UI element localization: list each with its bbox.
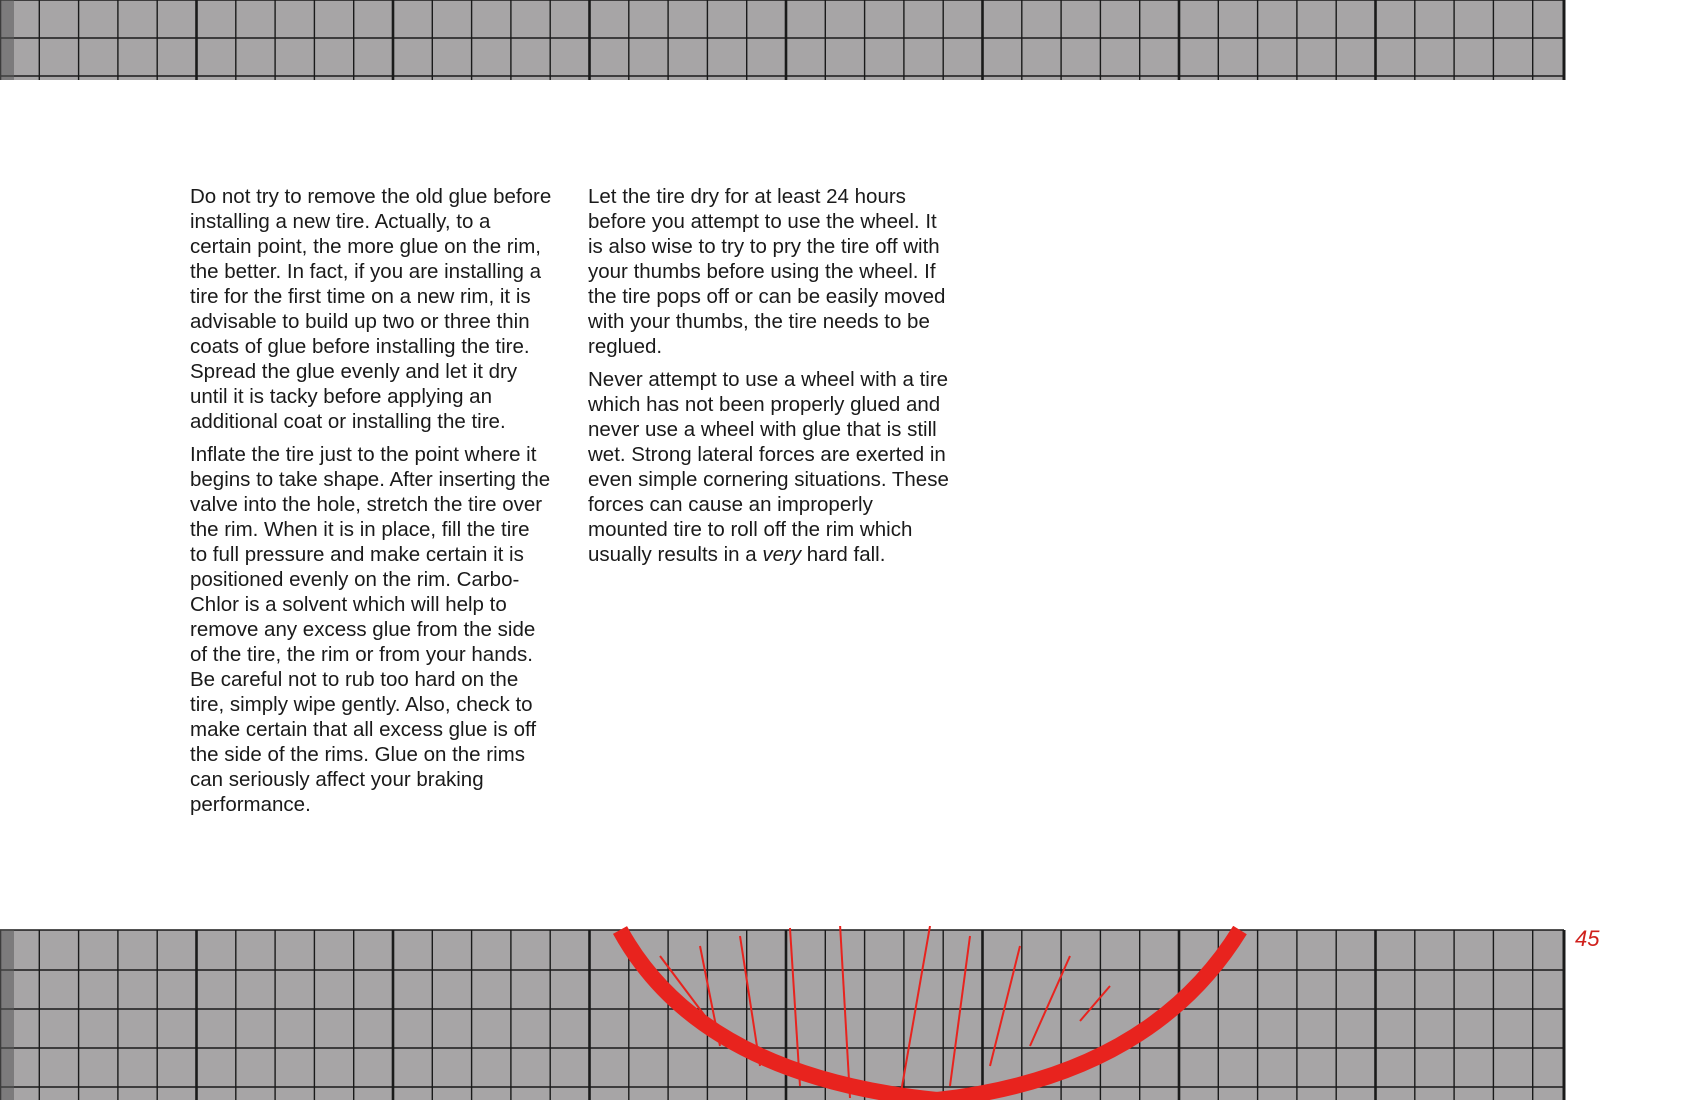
right-column: [588, 184, 950, 575]
grid-fill: [0, 930, 1564, 1100]
left-column: [190, 184, 552, 825]
page-number: 45: [1575, 926, 1600, 951]
right-paragraph-2-end: hard fall.: [801, 543, 886, 566]
bottom-grid-band: [0, 926, 1568, 1100]
right-paragraph-1: Let the tire dry for at least 24 hours before you attempt to use the wheel. It is also wise to try to pry the tire off with your thumbs before using the wheel. If the tire pops off or can be easily moved with your thumbs, the tire needs to be reglued.: [588, 185, 946, 358]
right-paragraph-2: [588, 367, 950, 567]
right-paragraph-2-start: Never attempt to use a wheel with a tire which has not been properly glued and never use a wheel with glue that is still wet. Strong lateral forces are exerted in even simple cornering situations. These forces can cause an improperly mounted tire to roll off the rim which usually results in a: [588, 368, 949, 566]
top-grid-graphic: [0, 0, 1568, 80]
left-paragraph-1: Do not try to remove the old glue before installing a new tire. Actually, to a certain point, the more glue on the rim, the better. In fact, if you are installing a tire for the first time on a new rim, it is advisable to build up two or three thin coats of glue before installing the tire. Spread the glue evenly and let it dry until it is tacky before applying an additional coat or installing the tire.: [190, 185, 552, 433]
grid-fill: [0, 0, 1564, 80]
page-edge-shadow: [0, 930, 14, 1100]
bottom-grid-graphic: [0, 926, 1568, 1100]
page-edge-shadow: [0, 0, 14, 80]
top-grid-band: [0, 0, 1568, 80]
left-paragraph-2: Inflate the tire just to the point where it begins to take shape. After inserting the valve into the hole, stretch the tire over the rim. When it is in place, fill the tire to full pressure and make certain it is positioned evenly on the rim. Carbo-Chlor is a solvent which will help to remove any excess glue from the side of the tire, the rim or from your hands. Be careful not to rub too hard on the tire, simply wipe gently. Also, check to make certain that all excess glue is off the side of the rims. Glue on the rims can seriously affect your braking performance.: [190, 443, 551, 816]
emphasis-word: very: [762, 543, 802, 566]
